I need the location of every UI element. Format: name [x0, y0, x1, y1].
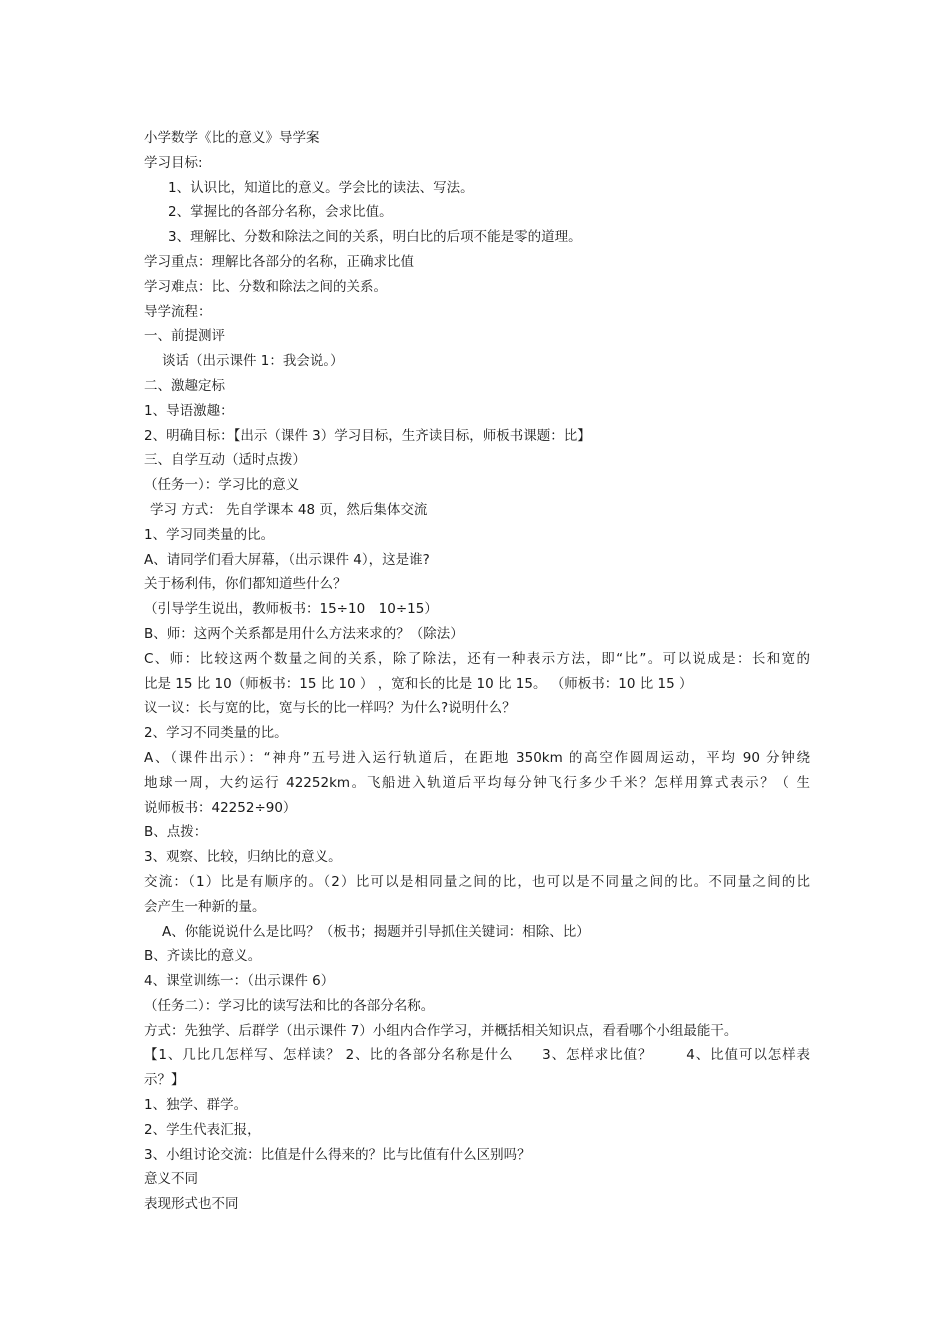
text-line: 地球一周，大约运行 42252km。飞船进入轨道后平均每分钟飞行多少千米？怎样用算式表示？（ 生: [144, 774, 810, 791]
goal-item: 3、理解比、分数和除法之间的关系，明白比的后项不能是零的道理。: [168, 229, 582, 246]
text-line: 2、明确目标：【出示（课件 3）学习目标，生齐读目标，师板书课题：比】: [144, 427, 591, 444]
text-line: 议一议：长与宽的比，宽与长的比一样吗？为什么?说明什么？: [144, 700, 516, 717]
text-line: B、师：这两个关系都是用什么方法来求的？（除法）: [144, 625, 464, 642]
text-line: 学习重点：理解比各部分的名称，正确求比值: [144, 253, 414, 270]
text-line: A、请同学们看大屏幕，（出示课件 4），这是谁?: [144, 551, 430, 568]
text-line: 表现形式也不同: [144, 1196, 239, 1213]
text-line: 学习难点：比、分数和除法之间的关系。: [144, 278, 387, 295]
text-line: 2、学生代表汇报，: [144, 1121, 261, 1138]
text-line: 关于杨利伟，你们都知道些什么？: [144, 576, 347, 593]
document-body: [144, 126, 810, 1217]
task-heading: （任务二）：学习比的读写法和比的各部分名称。: [144, 997, 435, 1014]
goal-item: 2、掌握比的各部分名称，会求比值。: [168, 204, 393, 221]
section-heading: 一、前提测评: [144, 328, 225, 345]
text-line: 1、学习同类量的比。: [144, 526, 275, 543]
text-line: B、齐读比的意义。: [144, 948, 262, 965]
goal-item: 1、认识比，知道比的意义。学会比的读法、写法。: [168, 179, 474, 196]
section-heading: 导学流程：: [144, 303, 212, 320]
text-line: 说师板书：42252÷90）: [144, 799, 297, 816]
text-line: C、师：比较这两个数量之间的关系，除了除法，还有一种表示方法，即“比”。可以说成是：长和宽的: [144, 650, 810, 667]
text-line: 4、课堂训练一：（出示课件 6）: [144, 973, 335, 990]
text-line: 比是 15 比 10（师板书：15 比 10 ） ，宽和长的比是 10 比 15。 （师板书：10 比 15 ）: [144, 675, 693, 692]
section-heading: 二、激趣定标: [144, 377, 225, 394]
document-title: 小学数学《比的意义》导学案: [144, 130, 320, 146]
text-line: 3、观察、比较，归纳比的意义。: [144, 849, 342, 866]
text-line: 1、导语激趣：: [144, 402, 234, 419]
text-line: 交流：（1）比是有顺序的。（2）比可以是相同量之间的比，也可以是不同量之间的比。不同量之间的比: [144, 873, 810, 890]
text-line: 2、学习不同类量的比。: [144, 725, 288, 742]
text-line: 【1、几比几怎样写、怎样读？ 2、比的各部分名称是什么 3、怎样求比值？ 4、比值可以怎样表: [144, 1047, 810, 1064]
section-heading: 学习目标:: [144, 154, 203, 171]
text-line: 3、小组讨论交流：比值是什么得来的？比与比值有什么区别吗？: [144, 1146, 531, 1163]
text-line: 方式：先独学、后群学（出示课件 7）小组内合作学习，并概括相关知识点，看看哪个小组最能干。: [144, 1022, 738, 1039]
text-line: 会产生一种新的量。: [144, 898, 266, 915]
text-line: A、你能说说什么是比吗？（板书；揭题并引导抓住关键词：相除、比）: [162, 923, 590, 940]
task-heading: （任务一）：学习比的意义: [144, 477, 300, 494]
text-line: 谈话（出示课件 1：我会说。）: [162, 353, 344, 370]
section-heading: 三、自学互动（适时点拨）: [144, 452, 306, 469]
text-line: 1、独学、群学。: [144, 1097, 248, 1114]
text-line: A、（课件出示）：“神舟”五号进入运行轨道后，在距地 350km 的高空作圆周运动，平均 90 分钟绕: [144, 749, 810, 766]
text-line: （引导学生说出，教师板书：15÷10 10÷15）: [144, 601, 438, 618]
text-line: 示？】: [144, 1072, 185, 1089]
text-line: 意义不同: [144, 1171, 198, 1188]
text-line: B、点拨：: [144, 824, 208, 841]
text-line: 学习 方式： 先自学课本 48 页，然后集体交流: [150, 501, 428, 518]
